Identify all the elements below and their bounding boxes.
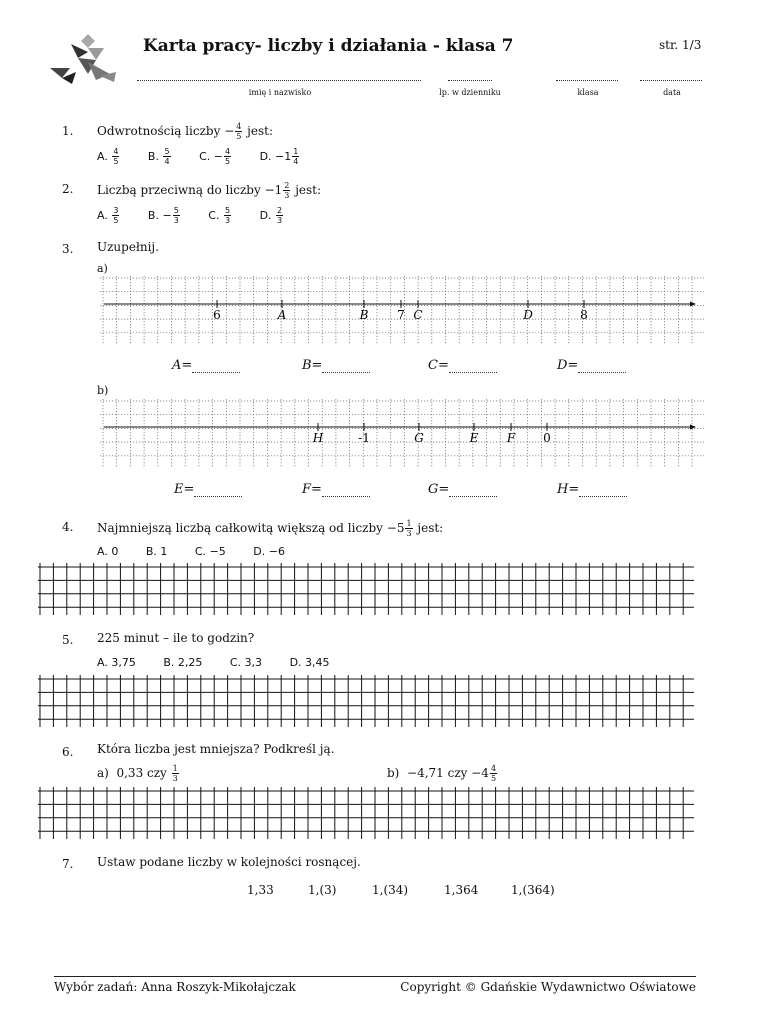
question-5-text: 225 minut – ile to godzin? <box>97 631 255 645</box>
question-5-number: 5. <box>62 633 74 647</box>
question-3-part-b: b) <box>97 384 109 397</box>
option[interactable]: D. $\frac{2}{3}$ <box>259 206 283 225</box>
option[interactable]: B. 2,25 <box>163 656 203 669</box>
question-1-number: 1. <box>62 124 74 138</box>
footer-divider <box>54 976 696 977</box>
footer-copyright: Copyright © Gdańskie Wydawnictwo Oświatowe <box>400 980 696 994</box>
work-grid-q5[interactable] <box>38 675 694 727</box>
option[interactable]: D. 3,45 <box>289 656 330 669</box>
option[interactable]: D. −1 $\frac{1}{4}$ <box>259 147 299 166</box>
answer-field[interactable]: D= <box>557 358 626 373</box>
option[interactable]: A. $\frac{3}{5}$ <box>97 206 119 225</box>
question-4-number: 4. <box>62 520 74 534</box>
answer-field[interactable]: H= <box>557 482 627 497</box>
question-1-options <box>97 147 324 166</box>
number-line-label: -1 <box>358 431 370 445</box>
number-line-label: B <box>359 308 369 322</box>
option[interactable]: B. 1 <box>145 545 168 558</box>
question-5-options <box>97 656 354 669</box>
question-7-number: 7. <box>62 857 74 871</box>
work-grid-q4[interactable] <box>38 563 694 615</box>
name-field-label: imię i nazwisko <box>248 88 312 97</box>
option[interactable]: D. −6 <box>253 545 285 558</box>
worksheet-title: Karta pracy- liczby i działania - klasa 7 <box>143 36 514 56</box>
option[interactable]: B. − $\frac{5}{3}$ <box>147 206 179 225</box>
number-line-label: A <box>277 308 287 322</box>
option[interactable]: C. $\frac{5}{3}$ <box>208 206 231 225</box>
answer-field[interactable]: E= <box>174 482 242 497</box>
number-line-b-grid <box>100 399 704 467</box>
question-3-number: 3. <box>62 242 74 256</box>
number-line-label: F <box>506 431 516 445</box>
option[interactable]: A. 0 <box>97 545 119 558</box>
question-6-part-a[interactable]: a) 0,33 czy $\frac{1}{3}$ <box>97 764 178 783</box>
register-number-field[interactable] <box>448 72 492 81</box>
question-6-part-b[interactable]: b) −4,71 czy −4 $\frac{4}{5}$ <box>387 764 497 783</box>
answer-field[interactable]: A= <box>172 358 240 373</box>
name-field[interactable] <box>137 72 421 81</box>
footer-author: Wybór zadań: Anna Roszyk-Mikołajczak <box>54 980 296 994</box>
question-2-text: Liczbą przeciwną do liczby −1 $\frac{2}{3}$ jest: <box>97 181 322 200</box>
answer-field[interactable]: C= <box>428 358 497 373</box>
answer-field[interactable]: B= <box>302 358 370 373</box>
date-field[interactable] <box>640 72 702 81</box>
class-field[interactable] <box>556 72 618 81</box>
question-3-text: Uzupełnij. <box>97 240 159 254</box>
question-6-text: Która liczba jest mniejsza? Podkreśl ją. <box>97 742 335 756</box>
number-line-label: H <box>312 431 324 445</box>
answer-field[interactable]: G= <box>428 482 497 497</box>
number-item: 1,(34) <box>372 883 409 897</box>
question-2-options <box>97 206 308 225</box>
option[interactable]: B. $\frac{5}{4}$ <box>147 147 170 166</box>
number-line-a-grid <box>100 276 704 344</box>
number-item: 1,(364) <box>511 883 555 897</box>
question-7-text: Ustaw podane liczby w kolejności rosnącej. <box>97 855 361 869</box>
question-4-text: Najmniejszą liczbą całkowitą większą od liczby −5 $\frac{1}{3}$ jest: <box>97 519 444 538</box>
number-line-label: G <box>414 431 424 445</box>
number-line-label: 0 <box>543 431 551 445</box>
number-line-label: C <box>413 308 423 322</box>
number-line-label: 8 <box>580 308 588 322</box>
option[interactable]: A. 3,75 <box>97 656 136 669</box>
page-number: str. 1/3 <box>659 38 702 52</box>
option[interactable]: C. − $\frac{4}{5}$ <box>199 147 231 166</box>
question-6-number: 6. <box>62 745 74 759</box>
number-item: 1,(3) <box>308 883 337 897</box>
option[interactable]: C. −5 <box>194 545 226 558</box>
tangram-logo <box>48 34 118 88</box>
work-grid-q6[interactable] <box>38 787 694 839</box>
question-4-options <box>97 545 309 558</box>
option[interactable]: A. $\frac{4}{5}$ <box>97 147 119 166</box>
register-number-label: lp. w dzienniku <box>439 88 501 97</box>
number-line-label: E <box>469 431 479 445</box>
question-1-text: Odwrotnością liczby − $\frac{4}{5}$ jest: <box>97 122 274 141</box>
number-line-label: D <box>523 308 533 322</box>
class-label: klasa <box>577 88 599 97</box>
number-line-label: 6 <box>213 308 221 322</box>
number-line-label: 7 <box>397 308 405 322</box>
answer-field[interactable]: F= <box>302 482 370 497</box>
date-label: data <box>663 88 681 97</box>
number-item: 1,33 <box>247 883 274 897</box>
question-3-part-a: a) <box>97 262 108 275</box>
number-item: 1,364 <box>444 883 479 897</box>
option[interactable]: C. 3,3 <box>229 656 263 669</box>
question-2-number: 2. <box>62 182 74 196</box>
